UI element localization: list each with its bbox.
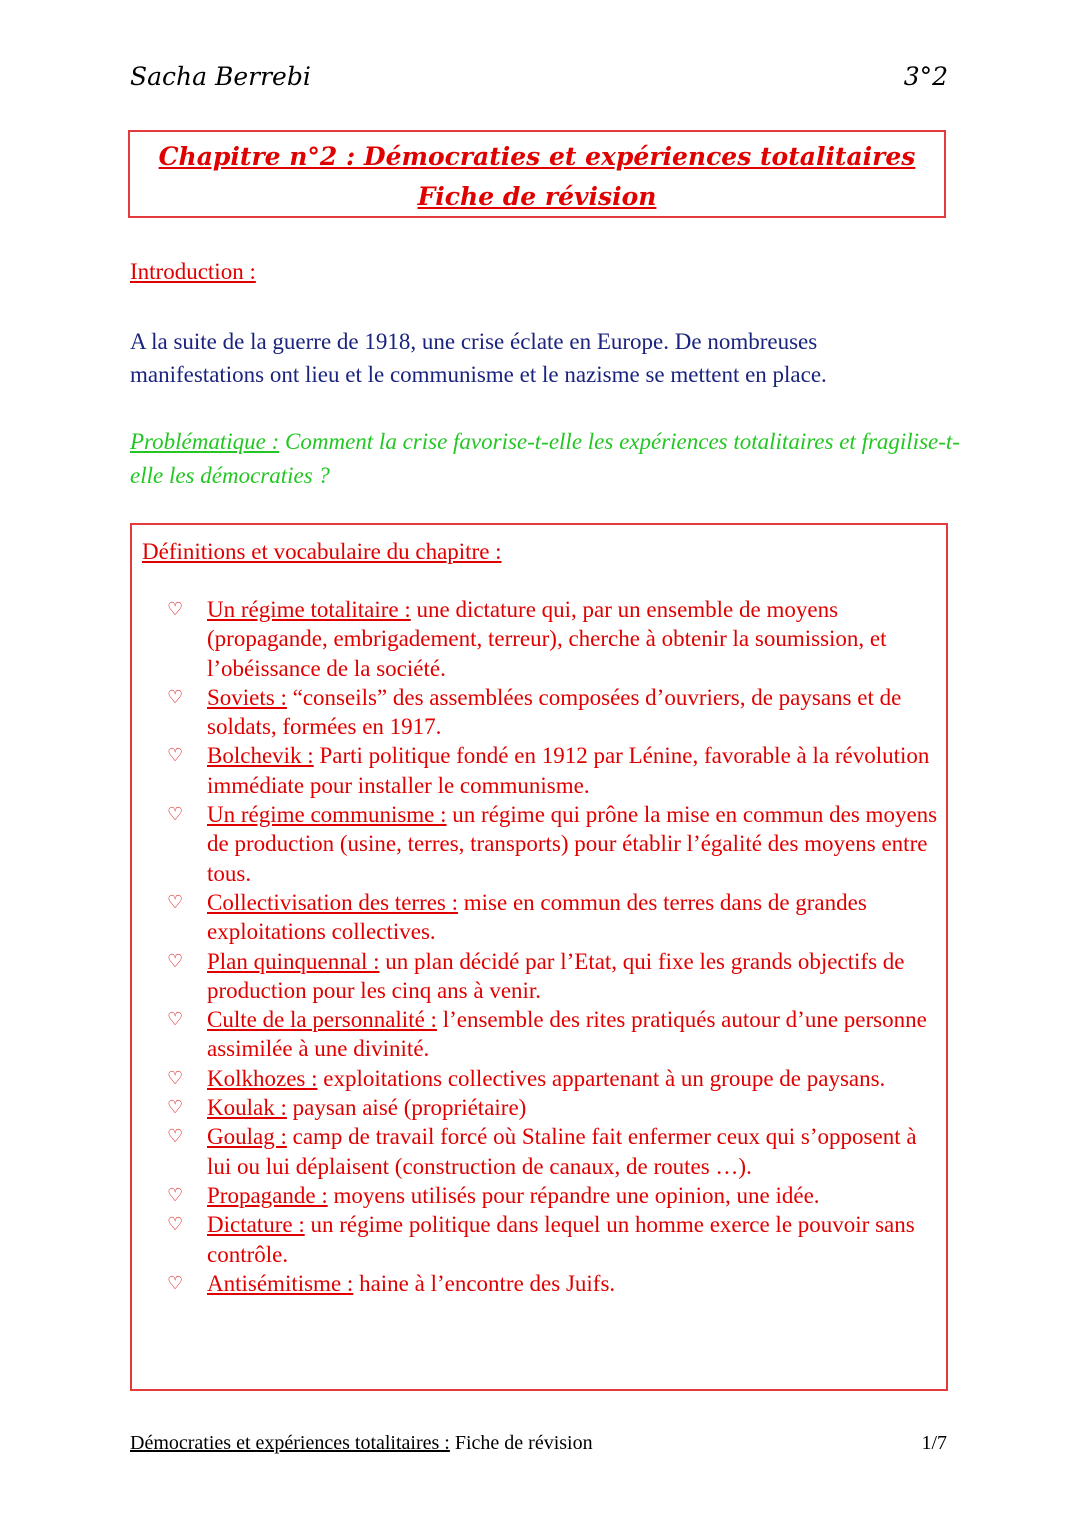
intro-heading: Introduction : (130, 259, 256, 284)
heart-bullet-icon: ♡ (167, 1067, 184, 1088)
heart-bullet-icon: ♡ (167, 1009, 184, 1030)
definition-text: un plan décidé par l’Etat, qui fixe les grands objectifs de production pour les cinq ans à venir. (207, 948, 905, 1003)
heart-bullet-icon: ♡ (167, 745, 184, 766)
definition-term: Culte de la personnalité : (207, 1007, 437, 1033)
definition-term: Koulak : (207, 1095, 287, 1121)
definition-text: l’ensemble des rites pratiqués autour d’une personne assimilée à une divinité. (207, 1007, 927, 1062)
definition-item (162, 1181, 942, 1210)
footer-title-rest: Fiche de révision (449, 1432, 593, 1454)
heart-bullet-icon: ♡ (167, 1272, 184, 1293)
definition-text: “conseils” des assemblées composées d’ouvriers, de paysans et de soldats, formées en 1917. (207, 684, 902, 740)
definition-item (162, 1005, 942, 1064)
definitions-list (162, 595, 942, 1298)
heart-bullet-icon: ♡ (167, 599, 184, 619)
definition-item (162, 595, 942, 683)
definition-item (162, 1210, 942, 1269)
definition-term: Collectivisation des terres : (207, 889, 459, 915)
definition-item (162, 1269, 942, 1298)
definition-text: paysan aisé (propriétaire) (286, 1095, 527, 1121)
intro-text: A la suite de la guerre de 1918, une crise éclate en Europe. De nombreuses manifestations ont lieu et le communisme et le nazisme se mettent en place. (130, 329, 827, 387)
problematique-label: Problématique : (130, 429, 280, 454)
definitions-box (130, 523, 948, 1391)
definition-text: exploitations collectives appartenant à un groupe de paysans. (317, 1065, 886, 1091)
definition-term: Goulag : (207, 1124, 287, 1150)
definition-term: Plan quinquennal : (207, 948, 380, 974)
definition-term: Propagande : (207, 1182, 328, 1208)
definition-text: un régime politique dans lequel un homme exerce le pouvoir sans contrôle. (207, 1212, 915, 1267)
definition-item (162, 1093, 942, 1122)
problematique (130, 425, 960, 493)
definition-text: moyens utilisés pour répandre une opinion, une idée. (327, 1182, 820, 1208)
definition-item (162, 800, 942, 888)
definition-item (162, 1122, 942, 1181)
definition-text: Parti politique fondé en 1912 par Lénine, favorable à la révolution immédiate pour installer le communisme. (207, 743, 930, 798)
definition-text: mise en commun des terres dans de grandes exploitations collectives. (207, 889, 867, 945)
title-box (128, 130, 946, 218)
heart-bullet-icon: ♡ (167, 1097, 184, 1118)
heart-bullet-icon: ♡ (167, 1214, 184, 1235)
definition-text: une dictature qui, par un ensemble de moyens (propagande, embrigadement, terreur), cherche à obtenir la soumission, et l’obéissance de la société. (207, 597, 887, 681)
definition-text: un régime qui prône la mise en commun des moyens de production (usine, terres, transports) pour établir l’égalité des moyens entre tous. (207, 802, 938, 886)
definition-term: Bolchevik : (207, 743, 314, 769)
definition-term: Soviets : (207, 684, 287, 710)
definition-text: camp de travail forcé où Staline fait enfermer ceux qui s’opposent à lui ou lui déplaisent (construction de canaux, de routes …). (207, 1124, 917, 1179)
chapter-title: Chapitre n°2 : Démocraties et expériences totalitaires (158, 142, 916, 171)
definition-item (162, 741, 942, 800)
author-name: Sacha Berrebi (130, 62, 311, 91)
definition-term: Antisémitisme : (207, 1270, 354, 1296)
definition-item (162, 1064, 942, 1093)
footer-title (130, 1432, 593, 1455)
heart-bullet-icon: ♡ (167, 950, 184, 971)
problematique-text: Comment la crise favorise-t-elle les expériences totalitaires et fragilise-t-elle les démocraties ? (130, 429, 960, 488)
heart-bullet-icon: ♡ (167, 686, 184, 707)
class-label: 3°2 (903, 62, 948, 91)
definition-term: Dictature : (207, 1212, 305, 1238)
definitions-heading: Définitions et vocabulaire du chapitre : (142, 539, 502, 564)
definition-text: haine à l’encontre des Juifs. (353, 1270, 616, 1296)
definition-item (162, 683, 942, 742)
page-number: 1/7 (921, 1432, 947, 1454)
definition-item (162, 947, 942, 1006)
heart-bullet-icon: ♡ (167, 804, 184, 825)
definition-term: Un régime totalitaire : (207, 597, 411, 622)
definition-item (162, 888, 942, 947)
heart-bullet-icon: ♡ (167, 1184, 184, 1205)
chapter-subtitle: Fiche de révision (417, 182, 657, 211)
definition-term: Kolkhozes : (207, 1065, 318, 1091)
definition-term: Un régime communisme : (207, 802, 447, 828)
heart-bullet-icon: ♡ (167, 1126, 184, 1147)
footer-title-underlined: Démocraties et expériences totalitaires : (130, 1432, 450, 1454)
heart-bullet-icon: ♡ (167, 891, 184, 912)
